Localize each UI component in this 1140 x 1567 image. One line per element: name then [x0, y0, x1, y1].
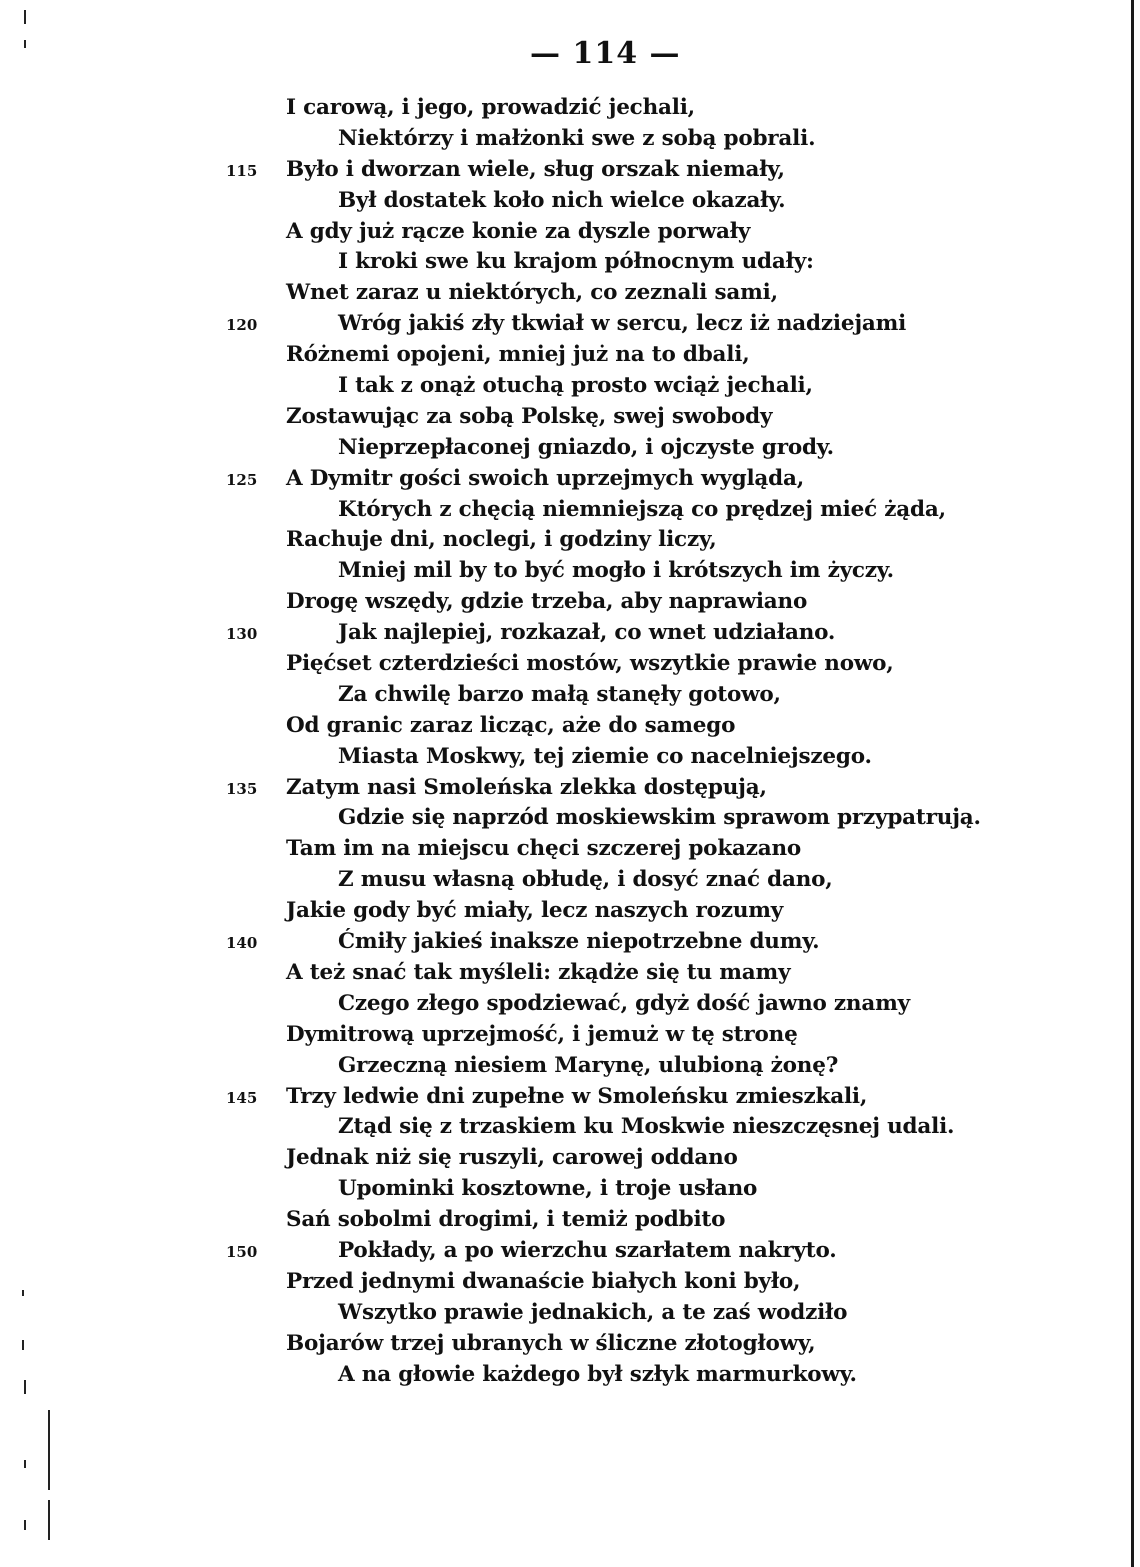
- verse-line: [0, 495, 1140, 526]
- verse-text: Drogę wszędy, gdzie trzeba, aby naprawiano: [286, 589, 808, 615]
- verse-line: [0, 247, 1140, 278]
- verse-line: [0, 371, 1140, 402]
- verse-line: [0, 525, 1140, 556]
- verse-text: Których z chęcią niemniejszą co prędzej mieć żąda,: [338, 496, 946, 522]
- verse-text: Przed jednymi dwanaście białych koni było,: [286, 1268, 801, 1294]
- verse-line: [0, 1020, 1140, 1051]
- line-number: 120: [226, 316, 258, 335]
- verse-line: [0, 989, 1140, 1020]
- verse-line: [0, 649, 1140, 680]
- verse-line: [0, 1082, 1140, 1113]
- verse-text: Za chwilę barzo małą stanęły gotowo,: [338, 681, 781, 707]
- verse-line: [0, 93, 1140, 124]
- verse-text: Tam im na miejscu chęci szczerej pokazano: [286, 836, 802, 862]
- verse-line: [0, 1236, 1140, 1267]
- verse-text: Czego złego spodziewać, gdyż dość jawno znamy: [338, 990, 910, 1016]
- verse-text: Różnemi opojeni, mniej już na to dbali,: [286, 342, 750, 368]
- line-number: 145: [226, 1088, 258, 1107]
- verse-text: Zatym nasi Smoleńska zlekka dostępują,: [286, 774, 767, 800]
- verse-line: [0, 1051, 1140, 1082]
- line-number: 135: [226, 779, 258, 798]
- verse-text: Niektórzy i małżonki swe z sobą pobrali.: [338, 125, 816, 151]
- verse-text: Jak najlepiej, rozkazał, co wnet udziałano.: [338, 620, 836, 646]
- verse-text: Nieprzepłaconej gniazdo, i ojczyste grody.: [338, 434, 834, 460]
- verse-line: [0, 278, 1140, 309]
- poem-text: [0, 93, 1140, 1390]
- verse-line: [0, 186, 1140, 217]
- verse-line: [0, 803, 1140, 834]
- verse-line: [0, 958, 1140, 989]
- verse-text: Mniej mil by to być mogło i krótszych im życzy.: [338, 558, 894, 584]
- verse-text: Jednak niż się ruszyli, carowej oddano: [286, 1145, 738, 1171]
- verse-line: [0, 1143, 1140, 1174]
- verse-text: A na głowie każdego był szłyk marmurkowy.: [338, 1361, 857, 1387]
- verse-line: [0, 402, 1140, 433]
- verse-text: Ztąd się z trzaskiem ku Moskwie nieszczęsnej udali.: [338, 1114, 955, 1140]
- verse-text: Rachuje dni, noclegi, i godziny liczy,: [286, 527, 717, 553]
- line-number: 140: [226, 934, 258, 953]
- verse-text: Dymitrową uprzejmość, i jemuż w tę stronę: [286, 1021, 798, 1047]
- verse-line: [0, 1360, 1140, 1391]
- verse-text: Z musu własną obłudę, i dosyć znać dano,: [338, 867, 833, 893]
- verse-text: Był dostatek koło nich wielce okazały.: [338, 187, 786, 213]
- verse-text: Wnet zaraz u niektórych, co zeznali sami,: [286, 280, 778, 306]
- verse-text: I carową, i jego, prowadzić jechali,: [286, 95, 695, 120]
- verse-text: A gdy już rącze konie za dyszle porwały: [286, 218, 751, 244]
- verse-text: Od granic zaraz licząc, aże do samego: [286, 712, 736, 738]
- verse-line: [0, 834, 1140, 865]
- verse-line: [0, 155, 1140, 186]
- verse-line: [0, 124, 1140, 155]
- verse-line: [0, 464, 1140, 495]
- verse-line: [0, 1112, 1140, 1143]
- verse-text: Zostawując za sobą Polskę, swej swobody: [286, 403, 773, 429]
- verse-line: [0, 742, 1140, 773]
- verse-line: [0, 1298, 1140, 1329]
- verse-line: [0, 711, 1140, 742]
- verse-text: Bojarów trzej ubranych w śliczne złotogłowy,: [286, 1330, 816, 1356]
- verse-text: Wróg jakiś zły tkwiał w sercu, lecz iż nadziejami: [338, 311, 907, 337]
- verse-text: Gdzie się naprzód moskiewskim sprawom przypatrują.: [338, 805, 981, 831]
- verse-line: [0, 896, 1140, 927]
- verse-line: [0, 1205, 1140, 1236]
- verse-text: Ćmiły jakieś inaksze niepotrzebne dumy.: [338, 929, 820, 955]
- verse-text: I kroki swe ku krajom północnym udały:: [338, 249, 814, 275]
- verse-line: [0, 680, 1140, 711]
- verse-text: Było i dworzan wiele, sług orszak niemały,: [286, 156, 785, 182]
- verse-line: [0, 927, 1140, 958]
- line-number: 150: [226, 1242, 258, 1261]
- verse-text: Jakie gody być miały, lecz naszych rozumy: [286, 898, 784, 924]
- line-number: 115: [226, 161, 258, 180]
- verse-line: [0, 618, 1140, 649]
- verse-line: [0, 587, 1140, 618]
- verse-text: Sań sobolmi drogimi, i temiż podbito: [286, 1207, 726, 1233]
- verse-text: Wszytko prawie jednakich, a te zaś wodziło: [338, 1299, 848, 1325]
- line-number: 130: [226, 625, 258, 644]
- verse-text: Pięćset czterdzieści mostów, wszytkie prawie nowo,: [286, 651, 894, 677]
- verse-line: [0, 773, 1140, 804]
- verse-text: I tak z onąż otuchą prosto wciąż jechali,: [338, 373, 813, 399]
- verse-line: [0, 217, 1140, 248]
- verse-text: A Dymitr gości swoich uprzejmych wygląda,: [286, 465, 805, 491]
- verse-line: [0, 556, 1140, 587]
- verse-line: [0, 865, 1140, 896]
- verse-text: Trzy ledwie dni zupełne w Smoleńsku zmieszkali,: [286, 1083, 868, 1109]
- page-number: — 114 —: [530, 36, 681, 71]
- verse-line: [0, 340, 1140, 371]
- verse-line: [0, 1329, 1140, 1360]
- verse-line: [0, 433, 1140, 464]
- line-number: 125: [226, 470, 258, 489]
- verse-text: Miasta Moskwy, tej ziemie co nacelniejszego.: [338, 743, 872, 769]
- verse-text: Upominki kosztowne, i troje usłano: [338, 1176, 758, 1202]
- verse-line: [0, 1267, 1140, 1298]
- verse-text: Pokłady, a po wierzchu szarłatem nakryto.: [338, 1237, 837, 1263]
- verse-line: [0, 1174, 1140, 1205]
- verse-text: A też snać tak myśleli: zkądże się tu mamy: [286, 959, 791, 985]
- verse-line: [0, 309, 1140, 340]
- verse-text: Grzeczną niesiem Marynę, ulubioną żonę?: [338, 1052, 839, 1078]
